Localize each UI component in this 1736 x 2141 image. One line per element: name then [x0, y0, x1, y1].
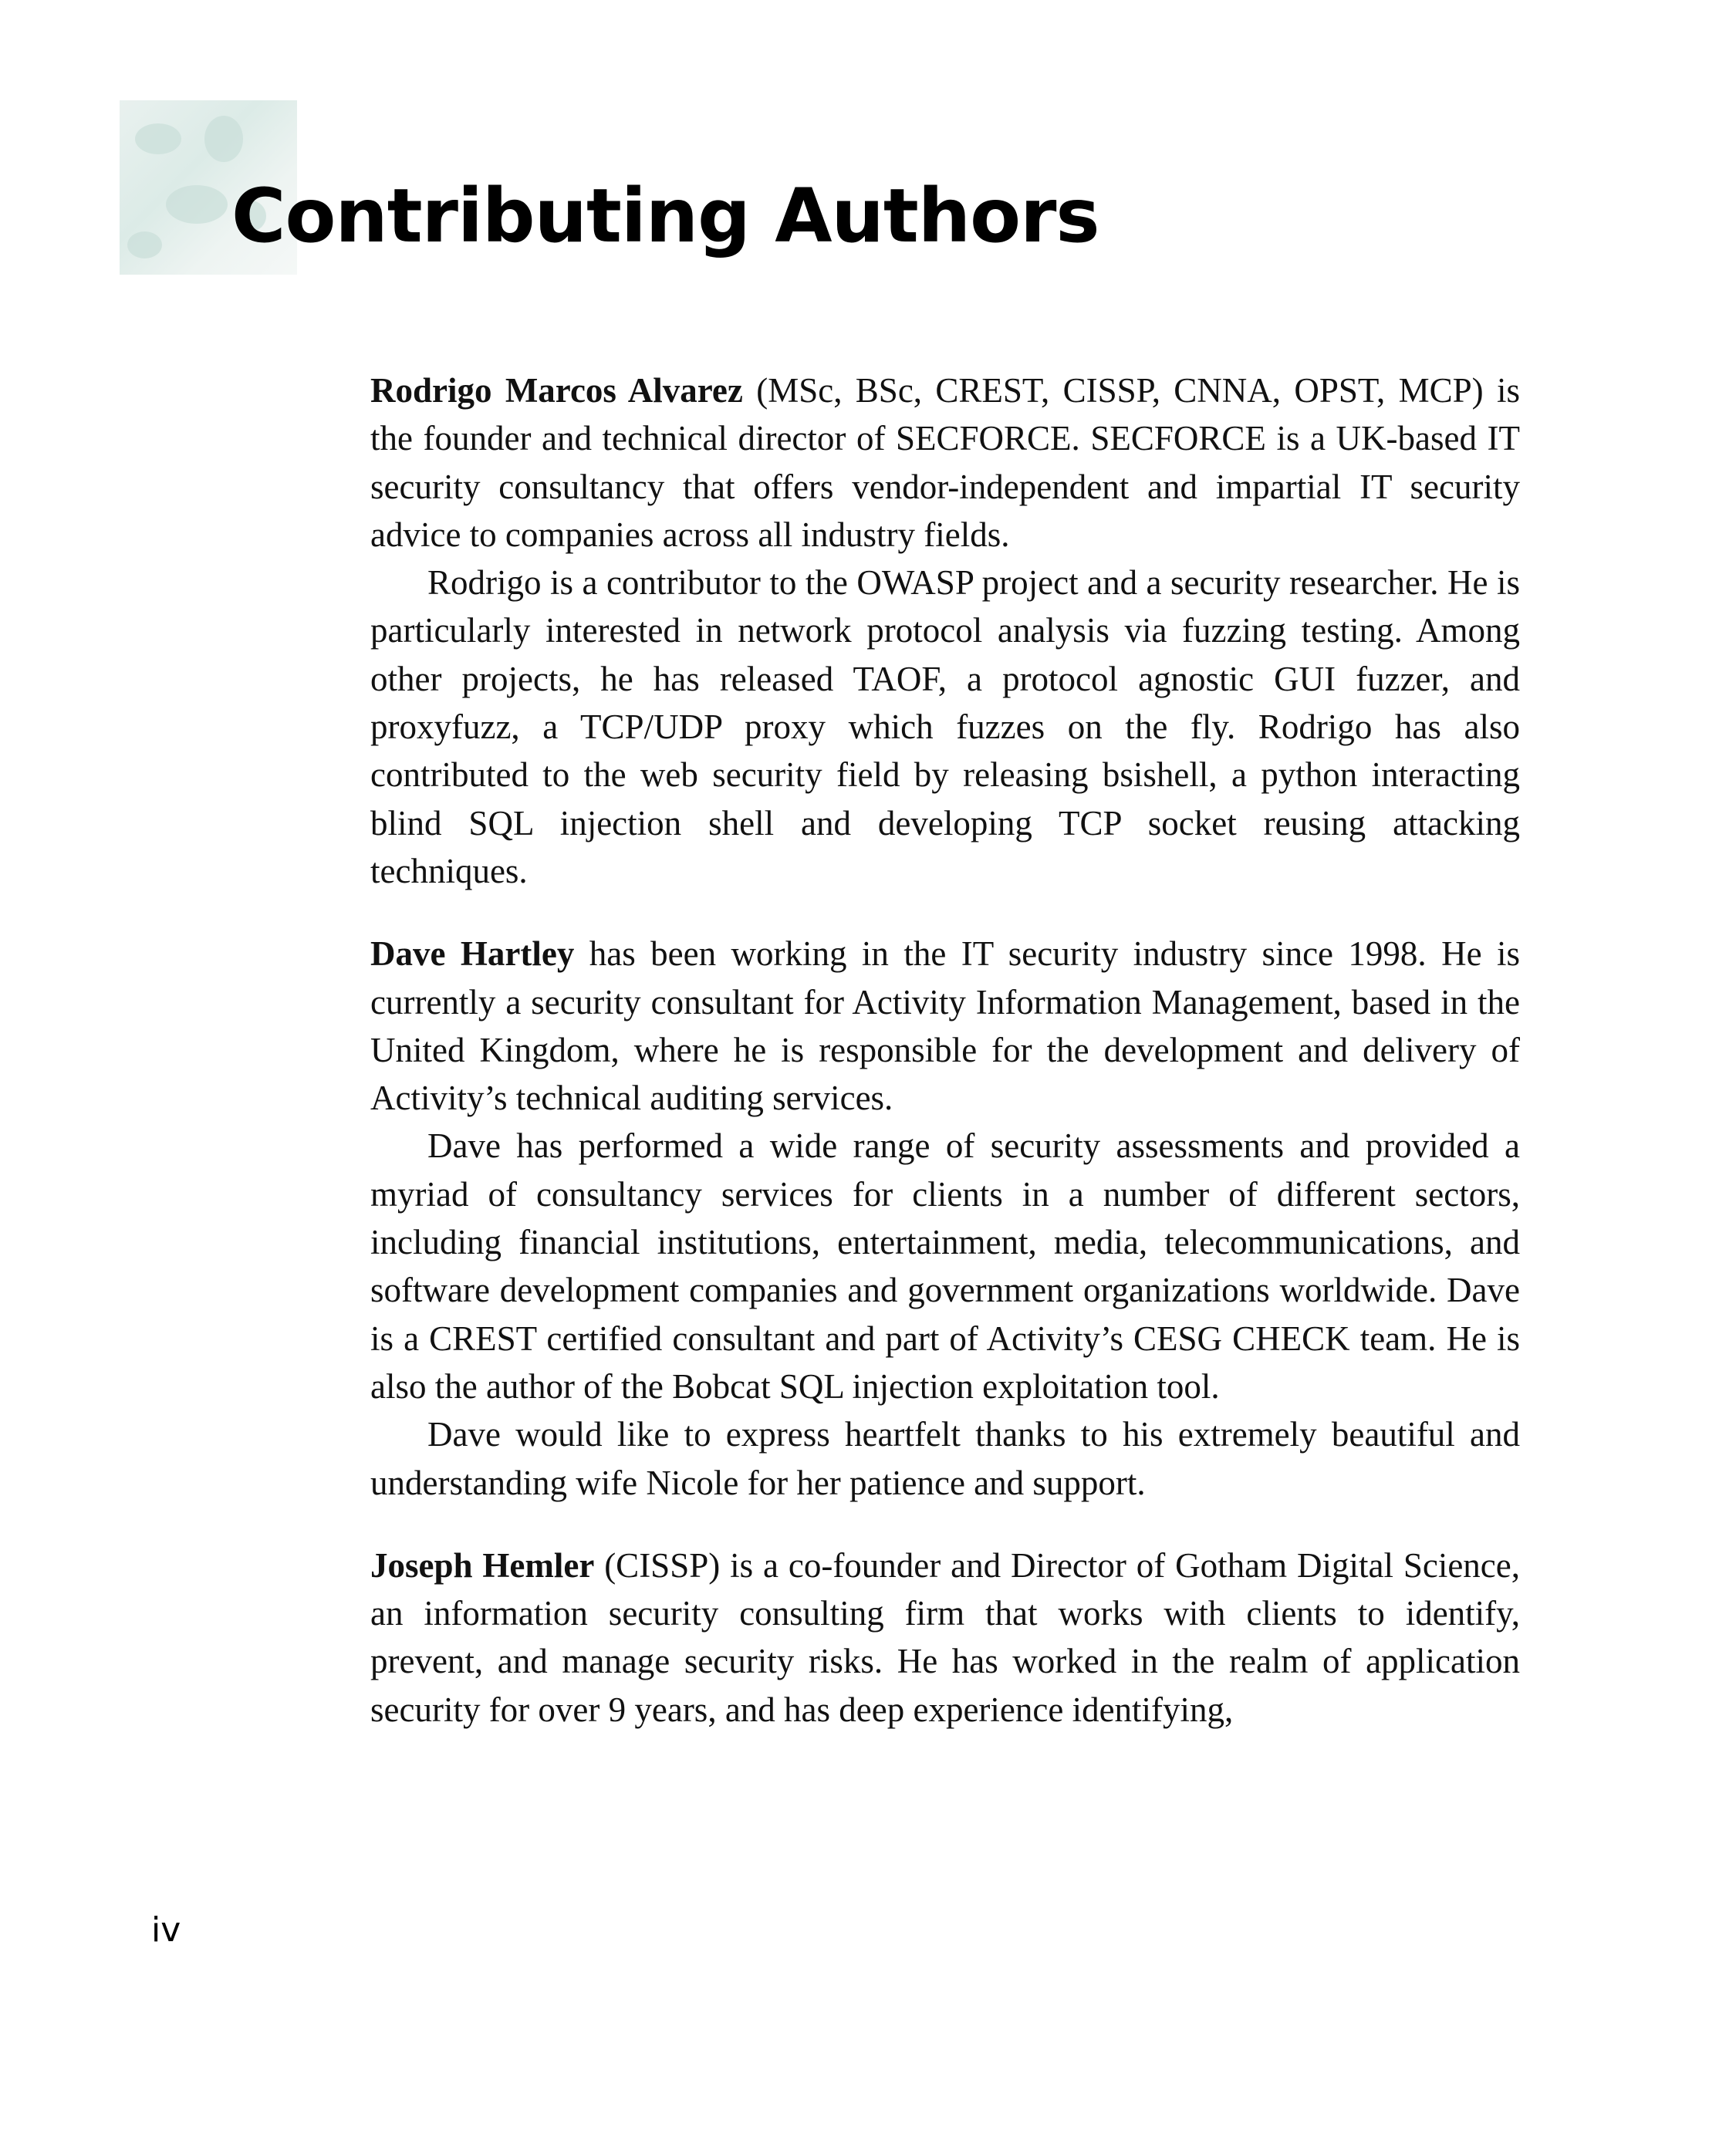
- bio-text: (CISSP) is a co-founder and Director of Gotham Digital Science, an information security consulting firm that works with clients to identify, prevent, and manage security risks. He has worked in the realm of application security for over 9 years, and has deep experience identifying,: [370, 1545, 1520, 1729]
- bio-text: has been working in the IT security industry since 1998. He is currently a security consultant for Activity Information Management, based in the United Kingdom, where he is responsible for the development and delivery of Activity’s technical auditing services.: [370, 934, 1520, 1118]
- author-bio-joseph: [370, 1542, 1520, 1734]
- author-name: Joseph Hemler: [370, 1545, 595, 1585]
- bio-paragraph: [370, 366, 1520, 559]
- page-title: Contributing Authors: [231, 173, 1099, 259]
- author-bio-dave: [370, 930, 1520, 1507]
- author-bio-rodrigo: [370, 366, 1520, 895]
- bio-paragraph: Dave has performed a wide range of security assessments and provided a myriad of consultancy services for clients in a number of different sectors, including financial institutions, entertainment, media, telecommunications, and software development companies and government organizations worldwide. Dave is a CREST certified consultant and part of Activity’s CESG CHECK team. He is also the author of the Bobcat SQL injection exploitation tool.: [370, 1126, 1520, 1406]
- bio-text: (MSc, BSc, CREST, CISSP, CNNA, OPST, MCP) is the founder and technical director of SECFORCE. SECFORCE is a UK-based IT security consultancy that offers vendor-independent and impartial IT security advice to companies across all industry fields.: [370, 371, 1520, 554]
- author-name: Rodrigo Marcos Alvarez: [370, 371, 743, 410]
- author-name: Dave Hartley: [370, 934, 575, 974]
- bio-paragraph: [370, 930, 1520, 1122]
- bio-paragraph: Dave would like to express heartfelt thanks to his extremely beautiful and understanding wife Nicole for her patience and support.: [370, 1415, 1520, 1502]
- author-bios: [370, 366, 1520, 1768]
- bio-paragraph: [370, 1542, 1520, 1734]
- page-number: iv: [151, 1910, 181, 1950]
- bio-paragraph: Rodrigo is a contributor to the OWASP project and a security researcher. He is particularly interested in network protocol analysis via fuzzing testing. Among other projects, he has released TAOF, a protocol agnostic GUI fuzzer, and proxyfuzz, a TCP/UDP proxy which fuzzes on the fly. Rodrigo has also contributed to the web security field by releasing bsishell, a python interacting blind SQL injection shell and developing TCP socket reusing attacking techniques.: [370, 563, 1520, 890]
